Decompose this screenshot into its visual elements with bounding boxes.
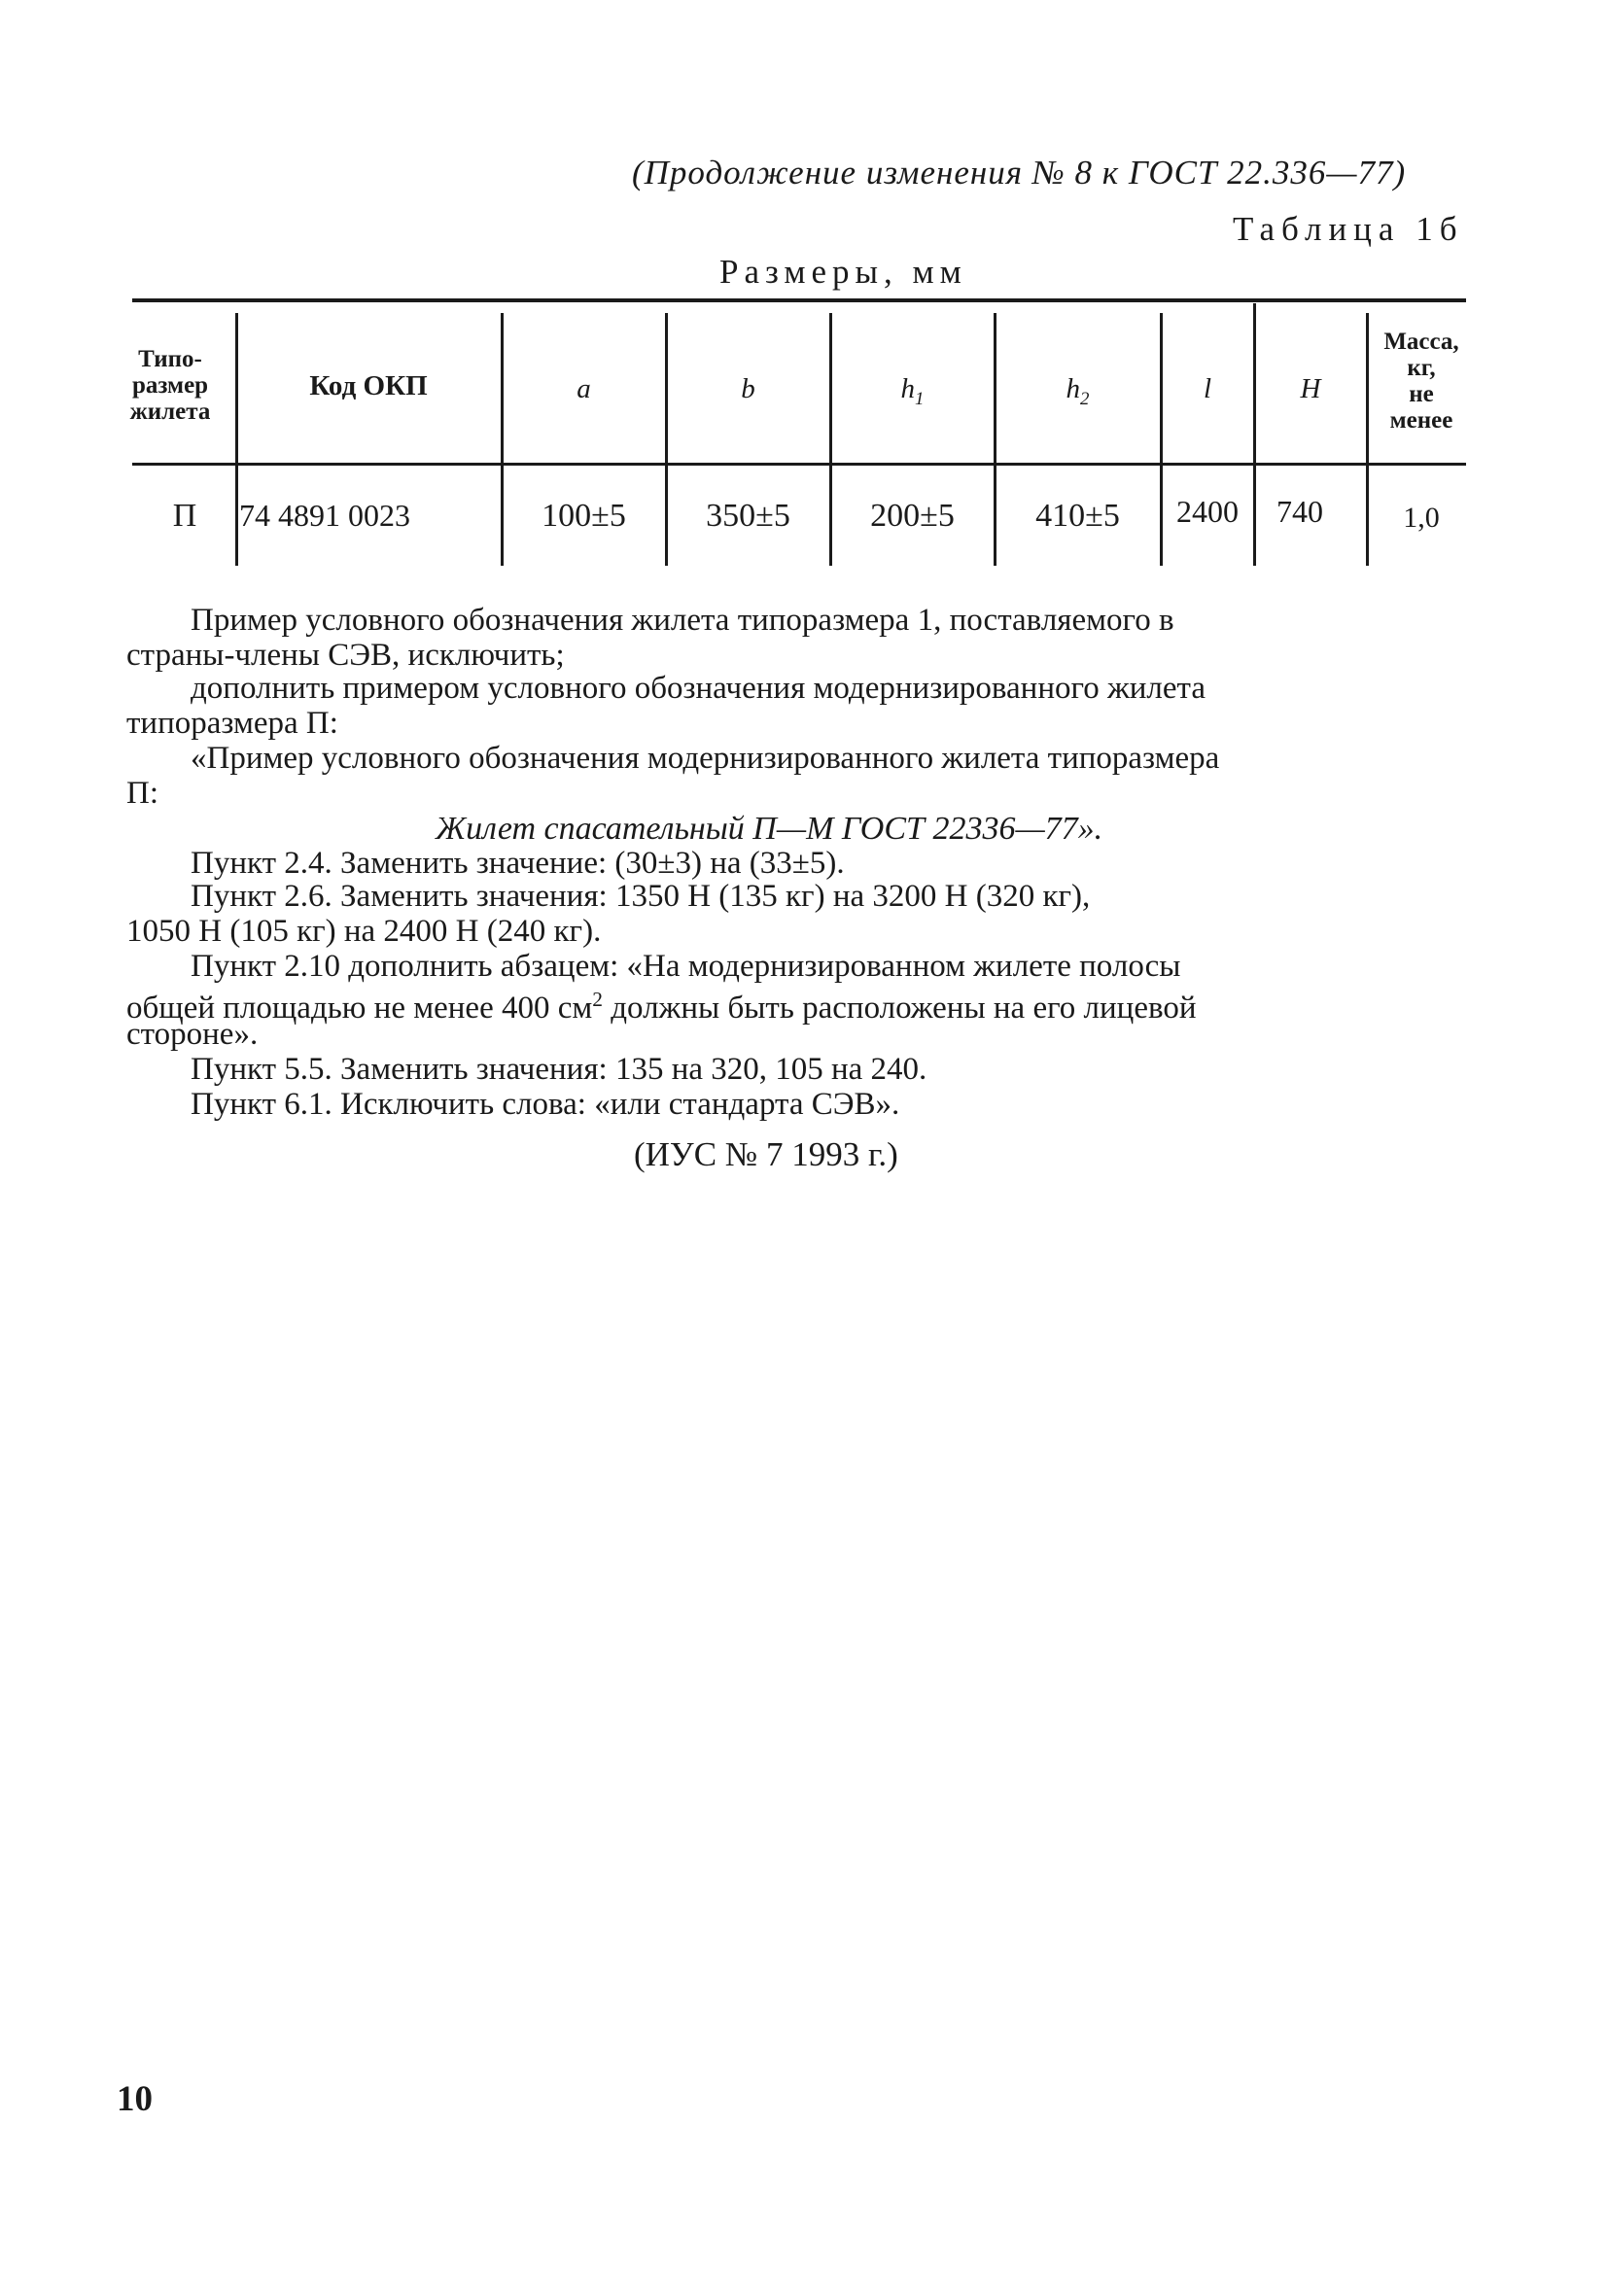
paragraph-line: Пункт 6.1. Исключить слова: «или стандарта СЭВ». (191, 1087, 900, 1122)
paragraph-line: Пример условного обозначения жилета типоразмера 1, поставляемого в (191, 603, 1174, 638)
paragraph-line: дополнить примером условного обозначения модернизированного жилета (191, 671, 1206, 706)
table-cell: 200±5 (870, 498, 955, 534)
col-divider (235, 313, 238, 566)
paragraph-line: «Пример условного обозначения модернизированного жилета типоразмера (191, 741, 1220, 776)
table-label: Таблица 1б (1233, 210, 1464, 248)
table-cell: 74 4891 0023 (239, 498, 410, 533)
ius-reference: (ИУС № 7 1993 г.) (634, 1135, 898, 1173)
paragraph-line: страны-члены СЭВ, исключить; (126, 638, 565, 673)
continuation-header: (Продолжение изменения № 8 к ГОСТ 22.336—77) (632, 154, 1407, 191)
header-cell-h2: $h_2$ (1066, 373, 1090, 409)
table-cell: 410±5 (1035, 498, 1120, 534)
dimensions-label: Размеры, мм (719, 253, 967, 291)
header-cell-okp: Код ОКП (309, 370, 428, 401)
header-cell-size: Типо- размер жилета (129, 346, 211, 425)
table-top-rule (132, 298, 1466, 302)
table-cell: 350±5 (706, 498, 790, 534)
paragraph-line: 1050 Н (105 кг) на 2400 Н (240 кг). (126, 914, 602, 949)
header-cell-l: l (1203, 373, 1212, 404)
page-number: 10 (117, 2079, 153, 2119)
paragraph-line: Пункт 2.10 дополнить абзацем: «На модернизированном жилете полосы (191, 949, 1181, 984)
header-cell-h1: $h_1$ (900, 373, 925, 409)
paragraph-line: Пункт 5.5. Заменить значения: 135 на 320, 105 на 240. (191, 1052, 927, 1087)
header-cell-mass: Масса, кг, не менее (1383, 329, 1459, 434)
table-cell: 1,0 (1403, 502, 1440, 534)
header-cell-b: b (741, 373, 755, 404)
table-header-rule (132, 463, 1466, 466)
paragraph-line: Пункт 2.4. Заменить значение: (30±3) на (33±5). (191, 846, 845, 881)
paragraph-line: общей площадью не менее 400 $см^2$ должны быть расположены на его лицевой (126, 988, 1197, 1026)
header-cell-a: a (577, 373, 591, 404)
table-cell: 100±5 (542, 498, 626, 534)
table-cell: 2400 (1176, 494, 1239, 529)
designation-example: Жилет спасательный П—М ГОСТ 22336—77». (436, 811, 1103, 847)
header-cell-H: H (1300, 373, 1321, 404)
paragraph-line: стороне». (126, 1017, 259, 1052)
paragraph-line: П: (126, 776, 158, 811)
paragraph-line: Пункт 2.6. Заменить значения: 1350 Н (135 кг) на 3200 Н (320 кг), (191, 879, 1091, 914)
table-cell: П (172, 498, 197, 534)
table-cell: 740 (1276, 494, 1323, 529)
paragraph-line: типоразмера П: (126, 706, 338, 741)
